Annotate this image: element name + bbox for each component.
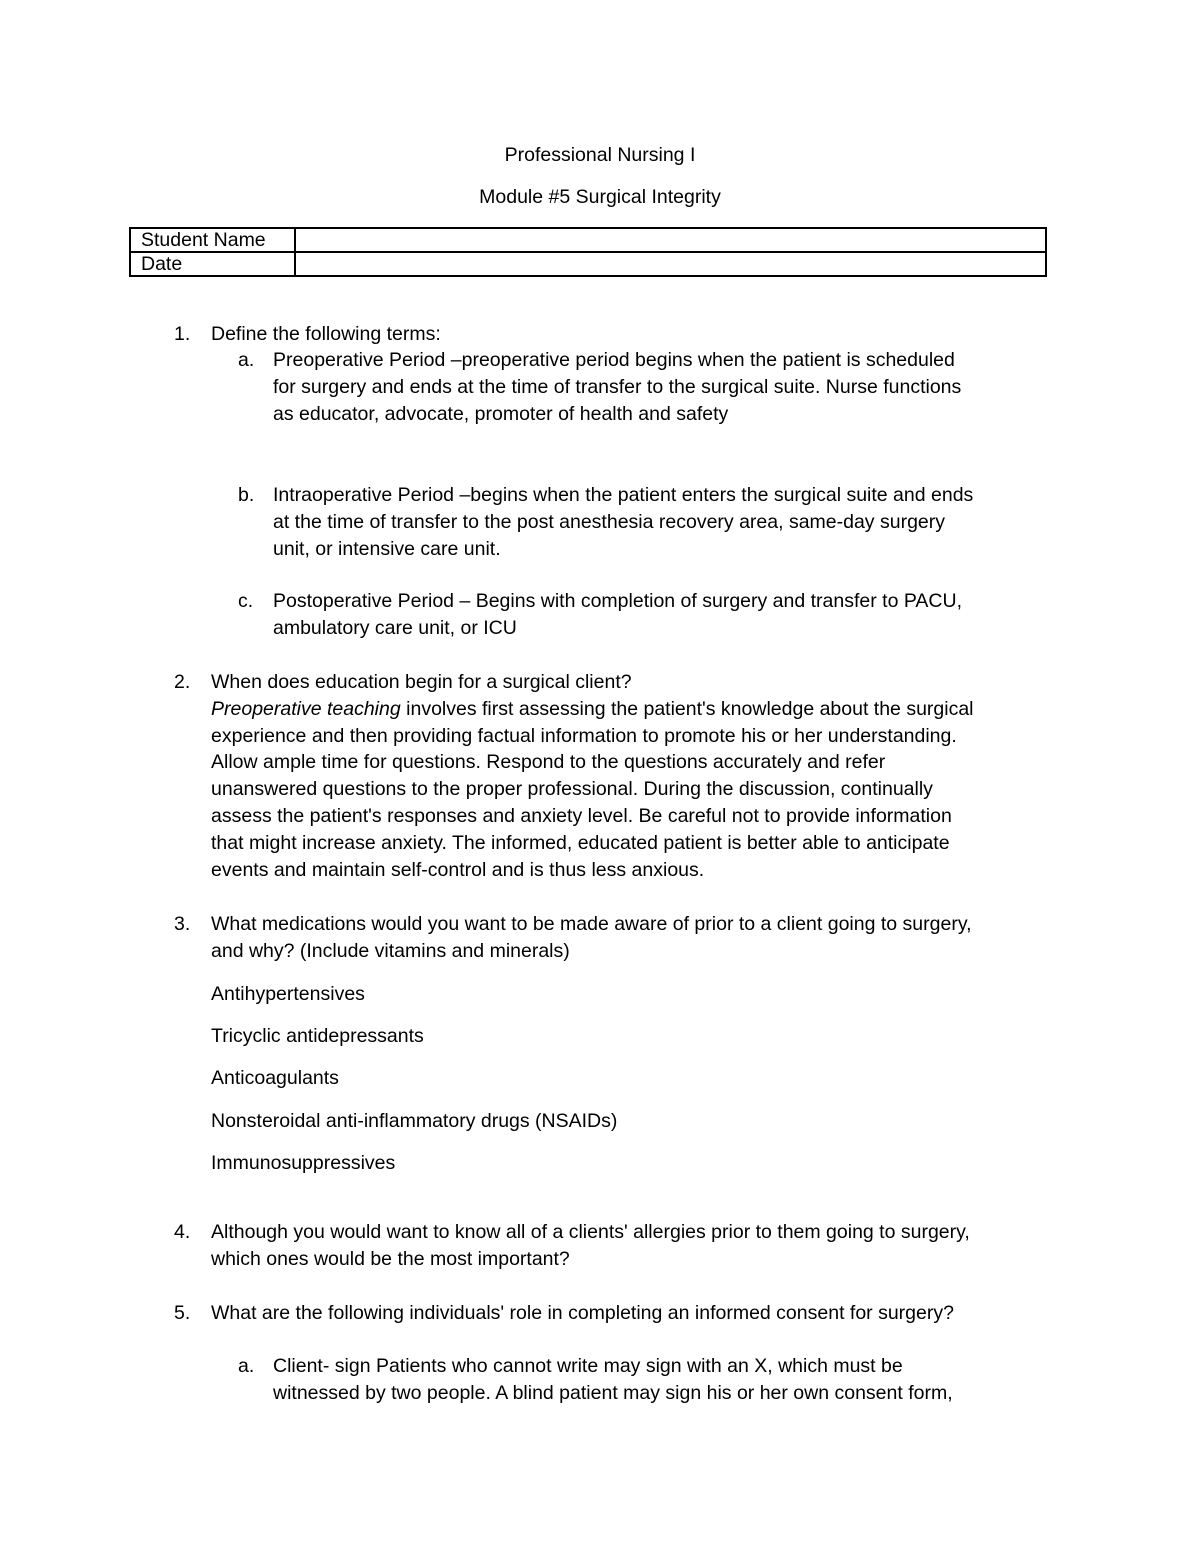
date-label: Date <box>130 252 295 276</box>
student-name-label: Student Name <box>130 228 295 252</box>
sub-answer: Postoperative Period – Begins with completion of surgery and transfer to PACU, ambulatory care unit, or ICU <box>273 590 962 639</box>
medication-item: Antihypertensives <box>211 983 365 1005</box>
sub-answer: Preoperative Period –preoperative period begins when the patient is scheduled for surgery and ends at the time of transfer to the surgical suite. Nurse functions as educator, advocate, promoter of health and safety <box>273 349 962 425</box>
question-number: 5. <box>174 1302 191 1324</box>
table-row <box>130 252 1046 276</box>
sub-letter: a. <box>238 349 255 371</box>
sub-answer: Intraoperative Period –begins when the patient enters the surgical suite and ends at the time of transfer to the post anesthesia recovery area, same-day surgery unit, or intensive care unit. <box>273 484 974 560</box>
sub-letter: c. <box>238 590 254 612</box>
question-number: 4. <box>174 1221 191 1243</box>
student-info-table <box>129 227 1047 277</box>
question-text: Define the following terms: <box>211 323 441 345</box>
question-text: What are the following individuals' role in completing an informed consent for surgery? <box>211 1302 954 1324</box>
medication-item: Tricyclic antidepressants <box>211 1025 424 1047</box>
question-number: 2. <box>174 671 191 693</box>
sub-letter: a. <box>238 1355 255 1377</box>
student-name-field[interactable] <box>295 228 1046 252</box>
answer-first-line: Preoperative teaching involves first assessing the patient's knowledge about the surgical <box>211 697 974 720</box>
medication-item: Nonsteroidal anti-inflammatory drugs (NSAIDs) <box>211 1110 618 1132</box>
date-field[interactable] <box>295 252 1046 276</box>
sub-answer: Client- sign Patients who cannot write may sign with an X, which must be witnessed by two people. A blind patient may sign his or her own consent form, <box>273 1355 953 1404</box>
question-number: 3. <box>174 913 191 935</box>
table-row <box>130 228 1046 252</box>
medication-item: Anticoagulants <box>211 1067 339 1089</box>
sub-letter: b. <box>238 484 255 506</box>
course-title: Professional Nursing I <box>504 144 696 166</box>
question-text: When does education begin for a surgical client? Preoperative teaching involves first assessing the patient's knowledge about the surgical experience and then providing factual information to promote his or her understanding. Allow ample time for questions. Respond to the questions accurately and refer unanswered questions to the proper professional. During the discussion, continually assess the patient's responses and anxiety level. Be careful not to provide information that might increase anxiety. The informed, educated patient is better able to anticipate events and maintain self-control and is thus less anxious. <box>211 669 1071 883</box>
question-text: What medications would you want to be made aware of prior to a client going to surgery, and why? (Include vitamins and minerals) <box>211 913 972 962</box>
italic-term: Preoperative teaching <box>211 697 401 720</box>
medication-item: Immunosuppressives <box>211 1152 396 1174</box>
question-text: Although you would want to know all of a clients' allergies prior to them going to surgery, which ones would be the most important? <box>211 1221 970 1270</box>
question-number: 1. <box>174 323 191 345</box>
module-title: Module #5 Surgical Integrity <box>479 186 721 208</box>
